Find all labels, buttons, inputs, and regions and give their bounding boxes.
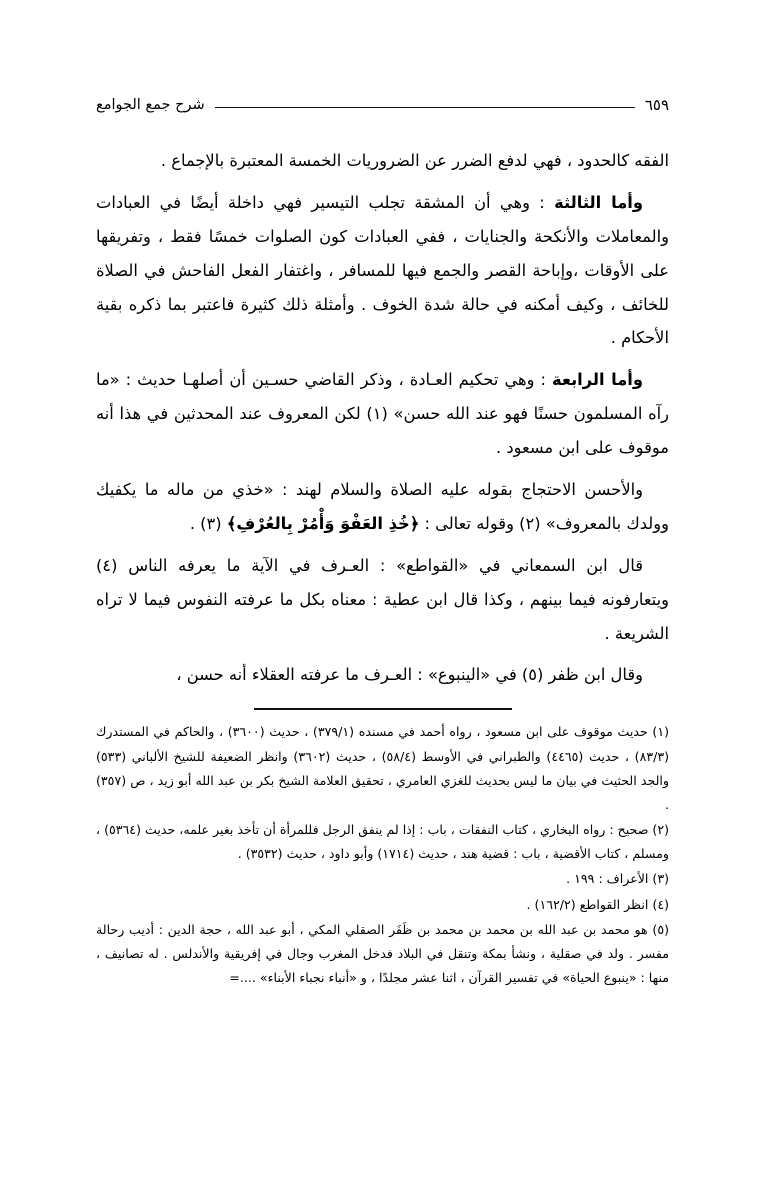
header-rule	[215, 107, 635, 108]
footnote-item: (٤) انظر القواطع (١٦٢/٢) .	[526, 896, 669, 912]
footnote-item: (٥) هو محمد بن عبد الله بن محمد بن محمد بن ظَفَر الصقلي المكي ، أبو عبد الله ، حجة الدين : أديب رحالة مفسر . ولد في صقلية ، ونشأ بمكة وتنقل في البلاد فدخل المغرب وجال في إفريقية والأندلس . له تصانيف ، منها : «ينبوع الحياة» في تفسير القرآن ، اثنا عشر مجلدًا ، و «أنباء نجباء الأبناء» ....=	[96, 921, 669, 986]
page-header	[96, 92, 669, 118]
page-number: ٦٥٩	[644, 96, 669, 114]
paragraph: والأحسن الاحتجاج بقوله عليه الصلاة والسلام لهند : «خذي من ماله ما يكفيك وولدك بالمعروف» (٢) وقوله تعالى : ﴿خُذِ العَفْوَ وَأْمُرْ بِالعُرْفِ﴾ (٣) .	[96, 480, 669, 533]
paragraph: وقال ابن ظفر (٥) في «الينبوع» : العـرف ما عرفته العقلاء أنه حسن ،	[176, 665, 643, 685]
footnote-item: (٣) الأعراف : ١٩٩ .	[566, 871, 669, 887]
paragraph: قال ابن السمعاني في «القواطع» : العـرف في الآية ما يعرفه الناس (٤) ويتعارفونه فيما بينهم ، وكذا قال ابن عطية : معناه بكل ما عرفته النفوس فيما لا تراه الشريعة .	[96, 555, 669, 643]
book-title: شرح جمع الجوامع	[96, 97, 205, 113]
footnote-item: (١) حديث موقوف على ابن مسعود ، رواه أحمد في مسنده (٣٧٩/١) ، حديث (٣٦٠٠) ، والحاكم في المستدرك (٨٣/٣) ، حديث (٤٤٦٥) والطبراني في الأوسط (٥٨/٤) ، حديث (٣٦٠٢) وانظر الضعيفة للشيخ الألباني (٥٣٣) والجد الحثيث في بيان ما ليس بحديث للغزي العامري ، تحقيق العلامة الشيخ بكر بن عبد الله أبو زيد ، ص (٣٥٧) .	[96, 724, 670, 812]
footnote-item: (٢) صحيح : رواه البخاري ، كتاب النفقات ، باب : إذا لم ينفق الرجل فللمرأة أن تأخذ بغير علمه، حديث (٥٣٦٤) ، ومسلم ، كتاب الأقضية ، باب : قضية هند ، حديث (١٧١٤) وأبو داود ، حديث (٣٥٣٢) .	[96, 822, 669, 862]
footnote-separator	[254, 708, 512, 710]
paragraph: الفقه كالحدود ، فهي لدفع الضرر عن الضروريات الخمسة المعتبرة بالإجماع .	[160, 151, 669, 170]
footnotes	[96, 720, 669, 990]
paragraph: وأما الثالثة : وهي أن المشقة تجلب التيسير فهي داخلة أيضًا في العبادات والمعاملات والأنكحة والجنايات ، ففي العبادات كون الصلوات خمسًا فقط ، وتفريقها على الأوقات ،وإباحة القصر والجمع فيها للمسافر ، واغتفار الفعل الفاحش في الصلاة للخائف ، وكيف أمكنه في حالة شدة الخوف . وأمثلة ذلك كثيرة فاعتبر بما ذكره بقية الأحكام .	[96, 192, 669, 348]
paragraph: وأما الرابعة : وهي تحكيم العـادة ، وذكر القاضي حسـين أن أصلهـا حديث : «ما رآه المسلمون حسنًا فهو عند الله حسن» (١) لكن المعروف عند المحدثين في هذا أنه موقوف على ابن مسعود .	[96, 370, 669, 458]
body-text	[96, 144, 669, 692]
